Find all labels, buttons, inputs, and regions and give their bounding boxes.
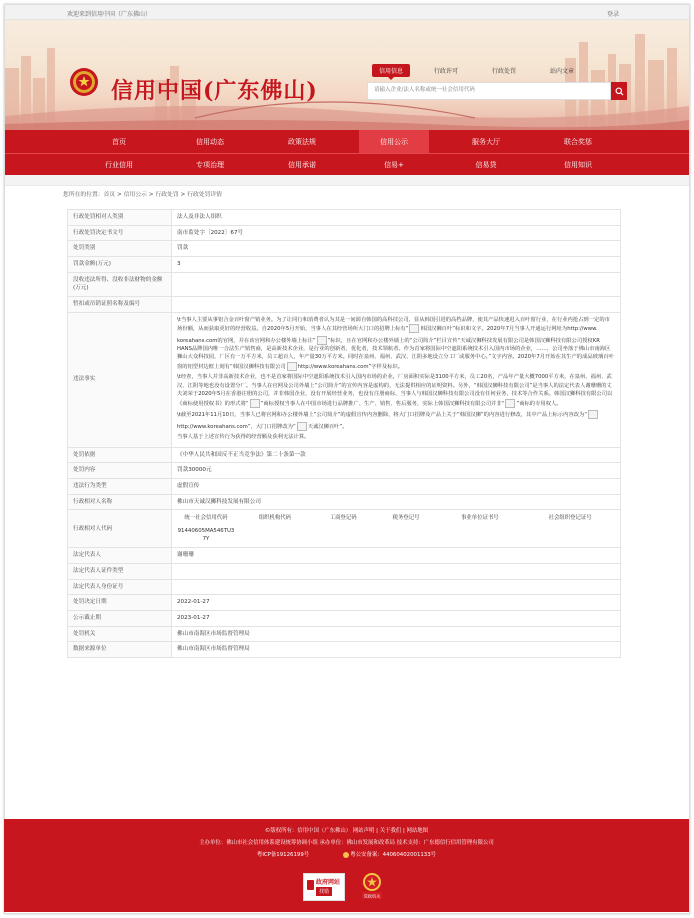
- welcome-text: 欢迎来到信用中国（广东佛山）: [67, 11, 152, 18]
- field-label: 法定代表人身份证号: [68, 579, 172, 595]
- penalty-detail-table: [67, 209, 621, 658]
- facts-text: http://www.koreahans.com”，大门口招牌改为“: [177, 423, 296, 430]
- field-label: 违法行为类型: [68, 479, 172, 495]
- field-label: 罚款金额(万元): [68, 256, 172, 272]
- gov-site-error-badge[interactable]: [303, 873, 345, 901]
- field-value: [172, 564, 621, 580]
- footer-organizers: 主办单位：佛山市社会信用体系建设统筹协调小组 承办单位：佛山市发展和改革局 技术支持：广东德信行信用管理有限公司: [199, 840, 494, 846]
- broken-image-icon: [297, 422, 307, 431]
- badge-title: 政府网站: [316, 879, 341, 886]
- facts-text: ”商标的专用权人。: [516, 400, 562, 407]
- facts-text: \t经查，当事人并非高新技术企业，也不是首家将国际中空遮阳系统技术引入国内市场的企业，厂房面积实际是3100平方米，员工20名，产品年产量大概7000平方米，在泉州、福州、武汉、江阴等地也没有设置分厂。当事人在官网及公司外墙上“公司简介”的宣传内容是虚构的，无法提供相应的证明资料。另外，“韩国汉狮科技有限公司”是当事人的法定代表人谢珊珊的丈夫刘荣于2020年5月在香港注册的公司，并非韩国企业，没有开展经营业务，也没有注册商标，当事人与韩国汉狮科技有限公司没有任何业务、技术等合作关系。韩国汉狮科技有限公司以《商标使用授权书》的形式将“: [177, 374, 613, 407]
- field-label: 没收违法所得、没收非法财物的金额(万元): [68, 272, 172, 296]
- search-button[interactable]: [611, 82, 627, 100]
- facts-text: http://www.koreahans.com”字样及标识。: [297, 363, 404, 370]
- login-link[interactable]: 登录: [606, 11, 619, 18]
- facts-text: 韩国汉狮百叶”标识和文字。2020年7月当事人开通运行网址为http://www.: [420, 326, 598, 333]
- table-row: [68, 479, 621, 495]
- nav-credit-commitment[interactable]: 信用承诺: [288, 160, 316, 169]
- table-row: [68, 296, 621, 312]
- party-codes: [172, 510, 621, 548]
- field-label: 处罚决定日期: [68, 595, 172, 611]
- gov-site-icon: [307, 880, 314, 890]
- table-row: [68, 241, 621, 257]
- field-label: 行政相对人代码: [68, 510, 172, 548]
- tab-credit-info[interactable]: 信用信息: [372, 64, 410, 77]
- broken-image-icon: [287, 362, 297, 371]
- code-value: [438, 525, 523, 546]
- nav-xinyi-plus[interactable]: 信易+: [384, 160, 404, 169]
- party-government-seal-icon[interactable]: [360, 872, 384, 900]
- field-value: 佛山市南海区市场监督管理局: [172, 626, 621, 642]
- site-title: 信用中国(广东佛山): [111, 78, 318, 104]
- field-label: 法定代表人: [68, 548, 172, 564]
- facts-text: ”商标授权当事人在中国市场进行品牌推广、生产、销售、售后服务，实际上韩国汉狮科技有限公司并非“: [260, 400, 505, 407]
- search-tabs: [366, 64, 626, 78]
- nav-xinyi-loan[interactable]: 信易贷: [475, 160, 497, 169]
- field-label: 暂扣或吊销证照名称及编号: [68, 296, 172, 312]
- tab-admin-penalty[interactable]: 行政处罚: [492, 68, 517, 75]
- field-label: 数据来源单位: [68, 642, 172, 658]
- secondary-nav: [5, 153, 689, 175]
- field-label: 处罚内容: [68, 463, 172, 479]
- field-value: 《中华人民共和国反不正当竞争法》第二十条第一款: [172, 447, 621, 463]
- tab-site-articles[interactable]: 站内文章: [550, 68, 575, 75]
- field-label: 处罚机关: [68, 626, 172, 642]
- table-row: [68, 626, 621, 642]
- field-label: 行政相对人名称: [68, 494, 172, 510]
- footer-record: [4, 850, 689, 858]
- field-value: 南市监处字〔2022〕67号: [172, 225, 621, 241]
- code-value: [375, 525, 438, 546]
- seal-label: 党政机关: [363, 893, 381, 899]
- nav-divider: [5, 175, 689, 186]
- code-value: [522, 525, 618, 546]
- field-label: 行政处罚决定书文号: [68, 225, 172, 241]
- table-row: [68, 256, 621, 272]
- field-value: 2023-01-27: [172, 611, 621, 627]
- field-value: [172, 272, 621, 296]
- table-row: [68, 494, 621, 510]
- breadcrumb: [63, 189, 222, 198]
- table-row: [68, 548, 621, 564]
- main-nav: [5, 130, 689, 153]
- field-label: 法定代表人证件类型: [68, 564, 172, 580]
- facts-text: \t截至2021年11月10日，当事人已将官网和办公楼外墙上“公司简介”的虚假宣传内容删除，将大门口招牌及产品上关于“韩国汉狮”的内容进行修改，其中产品上标示内容改为“: [177, 412, 588, 419]
- table-row: [68, 312, 621, 447]
- field-value: 3: [172, 256, 621, 272]
- illegal-facts: [172, 312, 621, 447]
- table-row: [68, 611, 621, 627]
- field-value: 虚假宣传: [172, 479, 621, 495]
- code-header: 统一社会信用代码: [184, 515, 228, 522]
- broken-image-icon: [250, 399, 260, 408]
- facts-text: \t当事人主要从事铝合金百叶窗产销业务。为了让同行和消费者认为其是一间源自韩国的高科技公司，显从韩国引进的高档品牌，使其产品快速进入百叶窗行业，在行业内抢占到一定的市场份额，从而获取更好的经营收益。自2020年5月开始，当事人在其经营场所大门口的招牌上标有“: [177, 316, 610, 333]
- nav-credit-news[interactable]: 信用动态: [196, 137, 224, 146]
- nav-credit-knowledge[interactable]: 信用知识: [564, 160, 592, 169]
- top-bar: [5, 5, 689, 20]
- search-icon: [615, 87, 624, 96]
- code-value: 91440605MA546TU37Y: [177, 527, 235, 543]
- field-value: 谢珊珊: [172, 548, 621, 564]
- icp-link[interactable]: 粤ICP备19126199号: [256, 852, 310, 858]
- table-row: [68, 447, 621, 463]
- nav-joint-rewards[interactable]: 联合奖惩: [564, 137, 592, 146]
- badge-subtitle: 找错: [316, 887, 332, 896]
- field-value: 法人及非法人组织: [172, 210, 621, 226]
- code-header: 社会组织登记证号: [548, 515, 592, 522]
- broken-image-icon: [409, 324, 419, 333]
- table-row: [68, 564, 621, 580]
- nav-policies[interactable]: 政策法规: [288, 137, 316, 146]
- field-label: 处罚依据: [68, 447, 172, 463]
- field-value: 佛山市天诚汉狮科技发展有限公司: [172, 494, 621, 510]
- field-label: 违法事实: [68, 312, 172, 447]
- search-box: [367, 82, 611, 100]
- table-row: [68, 272, 621, 296]
- field-value: [172, 296, 621, 312]
- broken-image-icon: [588, 410, 598, 419]
- code-header: 工商登记码: [329, 515, 357, 522]
- code-header: 事业单位证书号: [461, 515, 499, 522]
- facts-text: ”标识，且在官网和办公楼外墙上的“公司简介”栏目宣传“天诚汉狮科技发展有限公司是韩国汉狮科技有限公司授权KR HANS品牌国内唯一合法生产销售商，是高新技术企业，是行业的创新者、优化者，技术领航者。作为首家将国际中空遮阳系统技术引入国内市场的企业，……，公司坐落于佛山市南海区狮山大众科技园，厂区有一万平方米，员工超百人，年产量30万平方米。同时在泉州、福州、武汉、江阴多地设立分工厂或服务中心。”文字内容。2020年7月开始在其生产的成品玻璃百叶窗的铝型材边框上刻有“韩国汉狮科技有限公司: [177, 337, 614, 370]
- nav-service-hall[interactable]: 服务大厅: [472, 137, 500, 146]
- table-row: [68, 642, 621, 658]
- code-header: 组织机构代码: [258, 515, 292, 522]
- search-input[interactable]: [368, 83, 610, 97]
- facts-text: 当事人基于上述宣传行为获得的经营额及获利无法计算。: [177, 434, 310, 441]
- facts-text: koreahans.com的官网，并在该官网和办公楼外墙上标注“: [177, 337, 316, 344]
- nav-industry-credit[interactable]: 行业信用: [105, 160, 133, 169]
- table-row: [68, 210, 621, 226]
- table-row: [68, 595, 621, 611]
- field-label: 行政处罚相对人类别: [68, 210, 172, 226]
- field-label: 处罚类别: [68, 241, 172, 257]
- field-value: [172, 579, 621, 595]
- police-record-link[interactable]: 粤公安备案：44060402001133号: [350, 852, 437, 858]
- site-footer: [4, 819, 689, 912]
- breadcrumb-prefix: 您所在的位置：: [63, 192, 104, 198]
- police-badge-icon: [343, 852, 349, 858]
- table-row: [68, 579, 621, 595]
- code-header: 税务登记号: [392, 515, 420, 522]
- field-value: 佛山市南海区市场监督管理局: [172, 642, 621, 658]
- footer-copyright[interactable]: ©版权所有：信用中国（广东佛山） 网站声明 | 关于我们 | 网站地图: [264, 828, 429, 834]
- header-banner: [5, 20, 689, 130]
- code-value: [238, 525, 312, 546]
- nav-special-governance[interactable]: 专项治理: [196, 160, 224, 169]
- facts-text: 天诚汉狮百叶”。: [307, 423, 348, 430]
- national-emblem-icon: [69, 67, 99, 97]
- field-value: 2022-01-27: [172, 595, 621, 611]
- table-row: [68, 510, 621, 548]
- breadcrumb-path[interactable]: 首页 > 信用公示 > 行政处罚 > 行政处罚详情: [103, 192, 222, 198]
- broken-image-icon: [317, 336, 327, 345]
- field-value: 罚款: [172, 241, 621, 257]
- nav-credit-publicity[interactable]: 信用公示: [359, 130, 429, 153]
- broken-image-icon: [505, 399, 515, 408]
- tab-admin-license[interactable]: 行政许可: [434, 68, 459, 75]
- field-value: 罚款30000元: [172, 463, 621, 479]
- party-codes-table: [174, 512, 618, 545]
- field-label: 公示截止期: [68, 611, 172, 627]
- nav-home[interactable]: 首页: [112, 137, 126, 146]
- table-row: [68, 463, 621, 479]
- table-row: [68, 225, 621, 241]
- code-value: [312, 525, 375, 546]
